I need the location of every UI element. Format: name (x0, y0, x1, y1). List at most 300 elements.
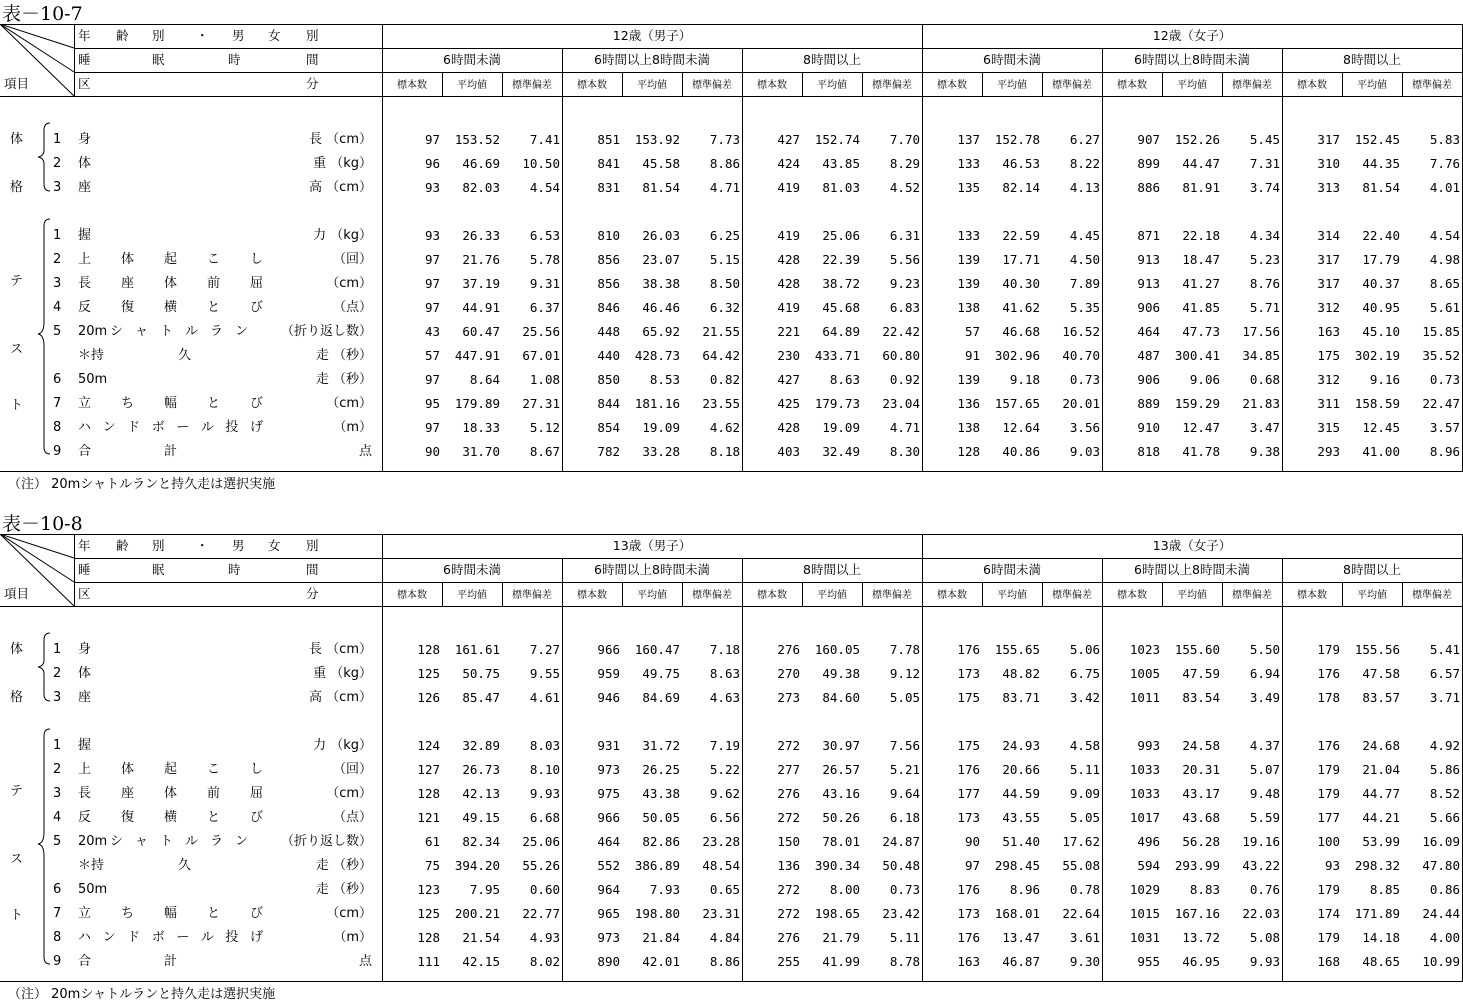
row-item-number: 1 (53, 228, 62, 243)
cell-mean: 8.83 (1189, 882, 1220, 897)
cell-std-dev: 0.82 (709, 372, 740, 387)
cell-mean: 167.16 (1174, 906, 1220, 921)
cell-mean: 428.73 (634, 348, 680, 363)
cell-std-dev: 4.00 (1429, 930, 1460, 945)
row-item-unit: 点 (358, 444, 372, 459)
cell-std-dev: 10.50 (522, 156, 560, 171)
cell-mean: 85.47 (462, 690, 500, 705)
cell-mean: 81.03 (822, 180, 860, 195)
row-item-char: 幅 (164, 396, 178, 411)
cell-mean: 78.01 (822, 834, 860, 849)
cell-std-dev: 8.52 (1429, 786, 1460, 801)
cell-std-dev: 8.96 (1429, 444, 1460, 459)
cell-sample-count: 175 (957, 690, 980, 705)
cell-sample-count: 831 (597, 180, 620, 195)
cell-sample-count: 946 (597, 690, 620, 705)
cell-sample-count: 57 (964, 324, 980, 339)
cell-mean: 49.75 (642, 666, 680, 681)
cell-mean: 83.57 (1362, 690, 1400, 705)
row-item-number: 1 (53, 132, 62, 147)
cell-std-dev: 4.13 (1069, 180, 1100, 195)
cell-mean: 22.59 (1002, 228, 1040, 243)
row-item-char: 屈 (250, 786, 264, 801)
cell-sample-count: 910 (1137, 420, 1160, 435)
cell-sample-count: 139 (957, 372, 980, 387)
row-item-char: と (207, 906, 221, 921)
cell-sample-count: 93 (424, 180, 440, 195)
cell-mean: 50.75 (462, 666, 500, 681)
cell-mean: 26.25 (642, 762, 680, 777)
row-item-unit: （cm） (326, 396, 372, 411)
cell-sample-count: 173 (957, 666, 980, 681)
cell-std-dev: 7.89 (1069, 276, 1100, 291)
cell-sample-count: 973 (597, 762, 620, 777)
cell-std-dev: 5.86 (1429, 762, 1460, 777)
cell-sample-count: 931 (597, 738, 620, 753)
cell-std-dev: 23.42 (882, 906, 920, 921)
header-stat: 標準偏差 (512, 80, 552, 91)
cell-std-dev: 9.93 (529, 786, 560, 801)
row-item-char: 50m (78, 372, 108, 387)
row-item-char: 座 (121, 786, 135, 801)
cell-std-dev: 0.76 (1249, 882, 1280, 897)
cell-std-dev: 7.73 (709, 132, 740, 147)
cell-mean: 17.79 (1362, 252, 1400, 267)
cell-std-dev: 8.78 (889, 954, 920, 969)
cell-sample-count: 552 (597, 858, 620, 873)
header-category-char: 区 (78, 76, 91, 91)
cell-mean: 302.96 (994, 348, 1040, 363)
cell-std-dev: 22.64 (1062, 906, 1100, 921)
header-age-sex-char: 女 (268, 28, 281, 43)
cell-std-dev: 6.31 (889, 228, 920, 243)
cell-sample-count: 907 (1137, 132, 1160, 147)
data-table (0, 24, 1463, 472)
header-sleep-group: 6時間以上8時間未満 (1134, 52, 1250, 67)
cell-mean: 45.58 (642, 156, 680, 171)
cell-std-dev: 9.12 (889, 666, 920, 681)
cell-std-dev: 5.41 (1429, 642, 1460, 657)
cell-std-dev: 8.63 (709, 666, 740, 681)
cell-std-dev: 48.54 (702, 858, 740, 873)
cell-mean: 48.82 (1002, 666, 1040, 681)
cell-mean: 42.15 (462, 954, 500, 969)
cell-sample-count: 150 (777, 834, 800, 849)
cell-std-dev: 6.83 (889, 300, 920, 315)
cell-sample-count: 176 (957, 930, 980, 945)
cell-sample-count: 176 (1317, 738, 1340, 753)
cell-sample-count: 95 (424, 396, 440, 411)
row-item-char: 長 (78, 276, 92, 291)
header-male-group: 12歳（男子） (612, 28, 692, 43)
cell-mean: 53.99 (1362, 834, 1400, 849)
row-item-number: 7 (53, 906, 62, 921)
cell-std-dev: 3.47 (1249, 420, 1280, 435)
cell-sample-count: 139 (957, 276, 980, 291)
cell-sample-count: 428 (777, 276, 800, 291)
header-stat: 標準偏差 (872, 80, 912, 91)
cell-mean: 26.57 (822, 762, 860, 777)
cell-sample-count: 97 (424, 252, 440, 267)
cell-sample-count: 177 (1317, 810, 1340, 825)
cell-std-dev: 7.76 (1429, 156, 1460, 171)
header-stat: 標準偏差 (512, 590, 552, 601)
cell-sample-count: 856 (597, 276, 620, 291)
cell-sample-count: 125 (417, 666, 440, 681)
cell-mean: 198.80 (634, 906, 680, 921)
row-item-char: ラ (210, 834, 224, 849)
cell-sample-count: 136 (957, 396, 980, 411)
row-item-char: ャ (135, 324, 149, 339)
cell-mean: 44.91 (462, 300, 500, 315)
row-item-char: び (250, 300, 264, 315)
header-stat: 標準偏差 (1232, 80, 1272, 91)
cell-std-dev: 24.87 (882, 834, 920, 849)
row-item-unit: 力 （kg） (313, 738, 372, 753)
cell-sample-count: 818 (1137, 444, 1160, 459)
cell-sample-count: 57 (424, 348, 440, 363)
cell-mean: 82.14 (1002, 180, 1040, 195)
cell-sample-count: 272 (777, 882, 800, 897)
cell-sample-count: 850 (597, 372, 620, 387)
cell-std-dev: 3.57 (1429, 420, 1460, 435)
cell-sample-count: 1023 (1129, 642, 1160, 657)
cell-std-dev: 55.08 (1062, 858, 1100, 873)
cell-mean: 8.63 (829, 372, 860, 387)
row-item-unit: 走 （秒） (315, 372, 372, 387)
cell-std-dev: 5.15 (709, 252, 740, 267)
header-stat: 標準偏差 (1412, 80, 1452, 91)
group-brace (38, 123, 50, 191)
cell-mean: 19.09 (642, 420, 680, 435)
row-item-unit: （cm） (326, 906, 372, 921)
cell-std-dev: 20.01 (1062, 396, 1100, 411)
row-item-char: 握 (78, 228, 92, 243)
cell-std-dev: 5.71 (1249, 300, 1280, 315)
cell-mean: 40.95 (1362, 300, 1400, 315)
cell-std-dev: 16.52 (1062, 324, 1100, 339)
cell-mean: 56.28 (1182, 834, 1220, 849)
cell-mean: 46.87 (1002, 954, 1040, 969)
cell-sample-count: 127 (417, 762, 440, 777)
cell-std-dev: 24.44 (1422, 906, 1460, 921)
row-item-unit: 点 (358, 954, 372, 969)
row-item-char: ハ (78, 420, 92, 435)
row-item-unit: 高 （cm） (309, 690, 372, 705)
cell-mean: 9.06 (1189, 372, 1220, 387)
cell-sample-count: 427 (777, 132, 800, 147)
row-item-number: 8 (53, 420, 62, 435)
cell-std-dev: 19.16 (1242, 834, 1280, 849)
header-age-sex-char: 齢 (116, 538, 129, 553)
row-item-char: 座 (78, 690, 92, 705)
cell-mean: 7.95 (469, 882, 500, 897)
table-note: （注） 20mシャトルランと持久走は選択実施 (8, 477, 276, 492)
header-stat: 標本数 (757, 590, 787, 601)
row-item-char: 体 (121, 762, 135, 777)
cell-sample-count: 138 (957, 420, 980, 435)
cell-sample-count: 314 (1317, 228, 1340, 243)
cell-mean: 46.95 (1182, 954, 1220, 969)
cell-std-dev: 0.65 (709, 882, 740, 897)
cell-mean: 50.26 (822, 810, 860, 825)
header-stat: 平均値 (457, 590, 487, 601)
cell-mean: 7.93 (649, 882, 680, 897)
header-stat: 標準偏差 (1412, 590, 1452, 601)
group-label-body: 体 (10, 132, 24, 147)
cell-mean: 24.68 (1362, 738, 1400, 753)
row-item-char: 復 (121, 810, 135, 825)
cell-std-dev: 9.62 (709, 786, 740, 801)
cell-std-dev: 0.78 (1069, 882, 1100, 897)
cell-mean: 14.18 (1362, 930, 1400, 945)
cell-std-dev: 8.76 (1249, 276, 1280, 291)
group-label-body: 格 (10, 180, 24, 195)
row-item-char: ラ (210, 324, 224, 339)
cell-mean: 8.96 (1009, 882, 1040, 897)
row-item-char: げ (250, 930, 264, 945)
header-sleep-group: 8時間以上 (1343, 562, 1401, 577)
row-item-number: 3 (53, 276, 62, 291)
cell-mean: 82.03 (462, 180, 500, 195)
cell-std-dev: 8.10 (529, 762, 560, 777)
cell-std-dev: 9.03 (1069, 444, 1100, 459)
cell-mean: 46.46 (642, 300, 680, 315)
cell-mean: 171.89 (1354, 906, 1400, 921)
header-stat: 標本数 (1117, 590, 1147, 601)
cell-sample-count: 487 (1137, 348, 1160, 363)
row-item-char: げ (250, 420, 264, 435)
cell-std-dev: 4.63 (709, 690, 740, 705)
header-sleep-char: 睡 (78, 52, 91, 67)
cell-mean: 43.38 (642, 786, 680, 801)
cell-mean: 30.97 (822, 738, 860, 753)
cell-std-dev: 9.30 (1069, 954, 1100, 969)
cell-mean: 12.45 (1362, 420, 1400, 435)
cell-sample-count: 133 (957, 228, 980, 243)
row-item-char: ち (121, 906, 135, 921)
row-item-number: 2 (53, 666, 62, 681)
cell-sample-count: 139 (957, 252, 980, 267)
cell-sample-count: 270 (777, 666, 800, 681)
cell-mean: 390.34 (814, 858, 860, 873)
cell-sample-count: 179 (1317, 930, 1340, 945)
row-item-unit: （点） (332, 300, 372, 315)
cell-std-dev: 3.74 (1249, 180, 1280, 195)
cell-std-dev: 6.68 (529, 810, 560, 825)
cell-sample-count: 178 (1317, 690, 1340, 705)
row-item-char: ＊持 (78, 348, 105, 363)
cell-std-dev: 4.54 (1429, 228, 1460, 243)
cell-std-dev: 43.22 (1242, 858, 1280, 873)
cell-std-dev: 9.38 (1249, 444, 1280, 459)
cell-mean: 44.59 (1002, 786, 1040, 801)
cell-sample-count: 90 (424, 444, 440, 459)
group-label-test: ト (10, 398, 24, 413)
cell-mean: 42.13 (462, 786, 500, 801)
cell-std-dev: 8.18 (709, 444, 740, 459)
row-item-char: 握 (78, 738, 92, 753)
cell-std-dev: 5.22 (709, 762, 740, 777)
row-item-char: 20m (78, 324, 108, 339)
row-item-char: 横 (164, 300, 178, 315)
cell-sample-count: 176 (957, 762, 980, 777)
cell-mean: 32.89 (462, 738, 500, 753)
row-item-number: 2 (53, 252, 62, 267)
cell-sample-count: 966 (597, 642, 620, 657)
row-item-char: 起 (164, 762, 178, 777)
cell-std-dev: 3.61 (1069, 930, 1100, 945)
cell-std-dev: 4.50 (1069, 252, 1100, 267)
cell-sample-count: 97 (424, 300, 440, 315)
cell-sample-count: 310 (1317, 156, 1340, 171)
cell-sample-count: 43 (424, 324, 440, 339)
row-item-unit: （折り返し数） (280, 324, 372, 339)
cell-std-dev: 22.03 (1242, 906, 1280, 921)
cell-sample-count: 277 (777, 762, 800, 777)
cell-sample-count: 317 (1317, 252, 1340, 267)
cell-std-dev: 4.45 (1069, 228, 1100, 243)
cell-std-dev: 9.64 (889, 786, 920, 801)
cell-sample-count: 428 (777, 252, 800, 267)
cell-sample-count: 276 (777, 786, 800, 801)
cell-sample-count: 851 (597, 132, 620, 147)
cell-mean: 155.65 (994, 642, 1040, 657)
header-stat: 標準偏差 (692, 590, 732, 601)
cell-mean: 300.41 (1174, 348, 1220, 363)
header-category-char: 分 (306, 586, 319, 601)
cell-sample-count: 955 (1137, 954, 1160, 969)
header-stat: 標本数 (937, 590, 967, 601)
cell-sample-count: 128 (417, 930, 440, 945)
cell-sample-count: 91 (964, 348, 980, 363)
row-item-char: 座 (121, 276, 135, 291)
header-sleep-group: 8時間以上 (1343, 52, 1401, 67)
cell-std-dev: 3.49 (1249, 690, 1280, 705)
cell-std-dev: 5.61 (1429, 300, 1460, 315)
cell-mean: 26.03 (642, 228, 680, 243)
cell-sample-count: 128 (417, 642, 440, 657)
cell-sample-count: 272 (777, 738, 800, 753)
cell-std-dev: 4.58 (1069, 738, 1100, 753)
row-item-char: 20m (78, 834, 108, 849)
cell-mean: 293.99 (1174, 858, 1220, 873)
row-item-number: 3 (53, 690, 62, 705)
cell-sample-count: 1011 (1129, 690, 1160, 705)
group-label-body: 体 (10, 642, 24, 657)
row-item-number: 8 (53, 930, 62, 945)
header-sleep-group: 8時間以上 (803, 562, 861, 577)
header-stat: 平均値 (1177, 590, 1207, 601)
header-stat: 標準偏差 (1052, 590, 1092, 601)
row-item-char: 体 (164, 786, 178, 801)
cell-sample-count: 403 (777, 444, 800, 459)
row-item-char: ハ (78, 930, 92, 945)
cell-std-dev: 3.42 (1069, 690, 1100, 705)
cell-sample-count: 1033 (1129, 762, 1160, 777)
cell-std-dev: 6.25 (709, 228, 740, 243)
table-title: 表－10-8 (2, 513, 83, 535)
row-item-unit: 力 （kg） (313, 228, 372, 243)
cell-std-dev: 16.09 (1422, 834, 1460, 849)
header-sleep-group: 6時間以上8時間未満 (594, 562, 710, 577)
cell-std-dev: 4.93 (529, 930, 560, 945)
cell-sample-count: 173 (957, 810, 980, 825)
cell-sample-count: 975 (597, 786, 620, 801)
cell-std-dev: 15.85 (1422, 324, 1460, 339)
header-item-label: 項目 (4, 586, 30, 601)
cell-mean: 83.54 (1182, 690, 1220, 705)
row-item-char: 幅 (164, 906, 178, 921)
row-item-char: ー (176, 420, 190, 435)
cell-sample-count: 496 (1137, 834, 1160, 849)
cell-std-dev: 6.56 (709, 810, 740, 825)
cell-std-dev: 9.09 (1069, 786, 1100, 801)
cell-sample-count: 137 (957, 132, 980, 147)
row-item-char: ボ (151, 420, 165, 435)
row-item-char: と (207, 300, 221, 315)
cell-mean: 152.45 (1354, 132, 1400, 147)
cell-mean: 181.16 (634, 396, 680, 411)
cell-mean: 302.19 (1354, 348, 1400, 363)
cell-sample-count: 1015 (1129, 906, 1160, 921)
header-sleep-char: 時 (228, 52, 241, 67)
cell-sample-count: 100 (1317, 834, 1340, 849)
cell-std-dev: 6.32 (709, 300, 740, 315)
cell-sample-count: 810 (597, 228, 620, 243)
cell-mean: 60.47 (462, 324, 500, 339)
cell-mean: 13.72 (1182, 930, 1220, 945)
row-item-char: 身 (78, 642, 92, 657)
row-item-unit: 重 （kg） (313, 156, 372, 171)
cell-sample-count: 973 (597, 930, 620, 945)
cell-mean: 40.86 (1002, 444, 1040, 459)
cell-std-dev: 0.60 (529, 882, 560, 897)
cell-std-dev: 5.78 (529, 252, 560, 267)
cell-sample-count: 93 (424, 228, 440, 243)
cell-mean: 433.71 (814, 348, 860, 363)
cell-sample-count: 293 (1317, 444, 1340, 459)
row-item-char: 投 (225, 420, 239, 435)
row-item-number: 1 (53, 738, 62, 753)
row-item-number: 2 (53, 156, 62, 171)
cell-sample-count: 173 (957, 906, 980, 921)
row-item-number: 9 (53, 954, 62, 969)
header-age-sex-char: ・ (196, 28, 209, 43)
cell-sample-count: 448 (597, 324, 620, 339)
cell-sample-count: 841 (597, 156, 620, 171)
cell-std-dev: 7.27 (529, 642, 560, 657)
cell-std-dev: 8.50 (709, 276, 740, 291)
cell-std-dev: 6.53 (529, 228, 560, 243)
row-item-char: び (250, 906, 264, 921)
cell-std-dev: 7.78 (889, 642, 920, 657)
cell-sample-count: 313 (1317, 180, 1340, 195)
cell-mean: 161.61 (454, 642, 500, 657)
header-stat: 平均値 (637, 80, 667, 91)
row-item-unit: （m） (333, 930, 372, 945)
cell-sample-count: 255 (777, 954, 800, 969)
cell-mean: 159.29 (1174, 396, 1220, 411)
header-sleep-char: 間 (306, 52, 319, 67)
cell-mean: 84.69 (642, 690, 680, 705)
cell-std-dev: 7.41 (529, 132, 560, 147)
cell-mean: 45.10 (1362, 324, 1400, 339)
cell-std-dev: 23.28 (702, 834, 740, 849)
cell-sample-count: 121 (417, 810, 440, 825)
row-item-char: シ (110, 834, 124, 849)
row-item-char: と (207, 810, 221, 825)
